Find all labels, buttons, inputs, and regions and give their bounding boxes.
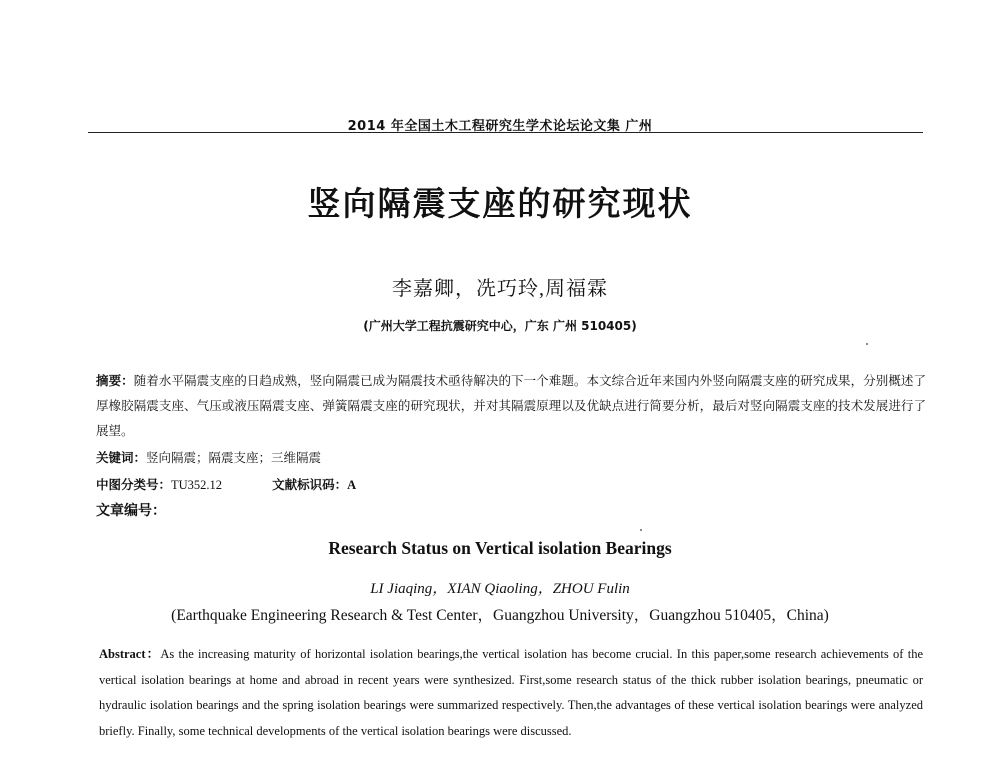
- chinese-affiliation: (广州大学工程抗震研究中心，广东 广州 510405): [363, 319, 637, 333]
- chinese-abstract-label: 摘要：: [96, 373, 134, 388]
- chinese-keywords-text: 竖向隔震；隔震支座；三维隔震: [146, 451, 322, 465]
- chinese-classification: [96, 475, 926, 493]
- running-header: 2014 年全国土木工程研究生学术论坛论文集 广州: [347, 119, 653, 134]
- scan-speck: [640, 529, 642, 531]
- document-code: A: [347, 478, 357, 492]
- chinese-article-number-label: 文章编号：: [96, 503, 166, 519]
- header-rule: [88, 132, 923, 133]
- scan-speck: [866, 343, 868, 345]
- english-abstract: [99, 642, 923, 744]
- classification-label: 中图分类号：: [96, 477, 172, 492]
- chinese-keywords: [96, 448, 926, 466]
- chinese-title: 竖向隔震支座的研究现状: [307, 184, 693, 223]
- english-affiliation: (Earthquake Engineering Research & Test Center，Guangzhou University，Guangzhou 510405，China): [171, 607, 829, 624]
- classification-number: TU352.12: [171, 478, 223, 492]
- english-title: Research Status on Vertical isolation Bearings: [328, 538, 672, 558]
- english-abstract-text: As the increasing maturity of horizontal isolation bearings,the vertical isolation has become crucial. In this paper,some research achievements of the vertical isolation bearings at home and abroad in recent years were synthesized. First,some research status of the thick rubber isolation bearings, pneumatic or hydraulic isolation bearings and the spring isolation bearings were summarized respectively. Then,the advantages of these vertical isolation bearings were analyzed briefly. Finally, some technical developments of the vertical isolation bearings were discussed.: [99, 647, 923, 738]
- english-authors: LI Jiaqing，XIAN Qiaoling，ZHOU Fulin: [370, 581, 630, 597]
- chinese-authors: 李嘉卿，冼巧玲,周福霖: [392, 278, 608, 300]
- chinese-abstract: [96, 368, 926, 444]
- english-abstract-label: Abstract：: [99, 647, 161, 661]
- document-code-label: 文献标识码：: [272, 477, 348, 492]
- chinese-keywords-label: 关键词：: [96, 450, 147, 465]
- chinese-abstract-text: 随着水平隔震支座的日趋成熟，竖向隔震已成为隔震技术亟待解决的下一个难题。本文综合近年来国内外竖向隔震支座的研究成果，分别概述了厚橡胶隔震支座、气压或液压隔震支座、弹簧隔震支座的研究现状，并对其隔震原理以及优缺点进行简要分析，最后对竖向隔震支座的技术发展进行了展望。: [96, 374, 926, 438]
